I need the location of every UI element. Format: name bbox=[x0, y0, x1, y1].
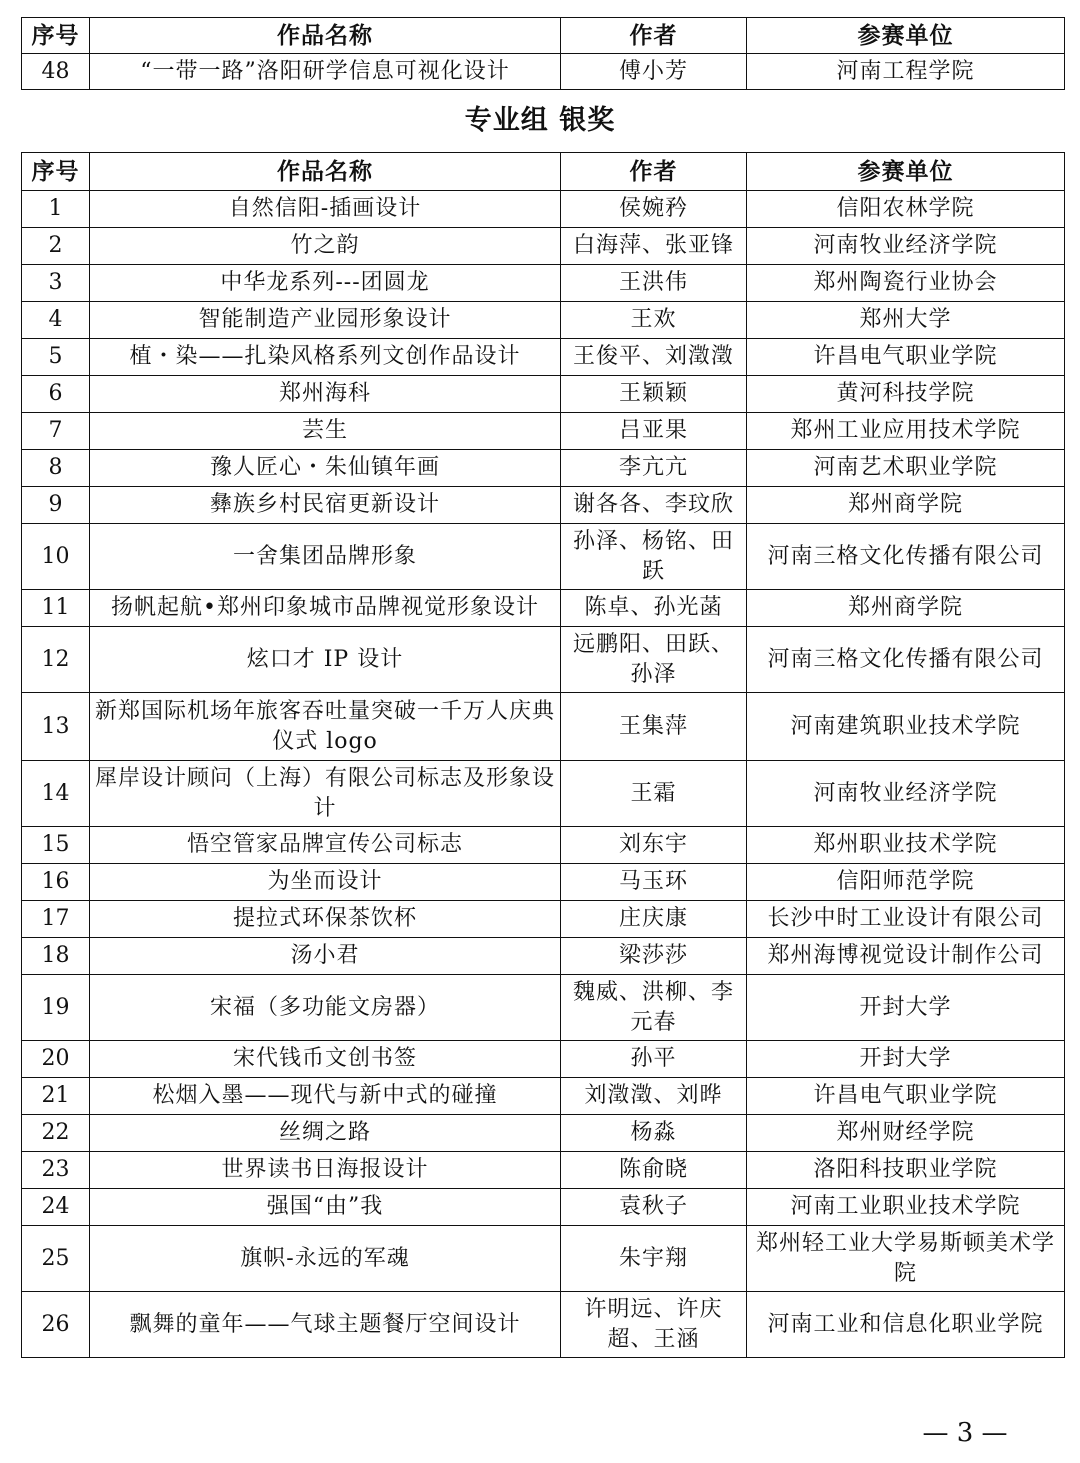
cell-author: 陈俞晓 bbox=[561, 1152, 747, 1189]
cell-author: 傅小芳 bbox=[561, 54, 747, 90]
cell-author: 孙泽、杨铭、田跃 bbox=[561, 524, 747, 590]
cell-unit: 郑州陶瓷行业协会 bbox=[747, 265, 1065, 302]
cell-author: 朱宇翔 bbox=[561, 1226, 747, 1292]
cell-title: 世界读书日海报设计 bbox=[90, 1152, 561, 1189]
table-row bbox=[22, 376, 1065, 413]
cell-unit: 长沙中时工业设计有限公司 bbox=[747, 901, 1065, 938]
cell-no: 20 bbox=[22, 1041, 90, 1078]
cell-author: 陈卓、孙光菡 bbox=[561, 590, 747, 627]
cell-title: 竹之韵 bbox=[90, 228, 561, 265]
cell-unit: 河南工程学院 bbox=[747, 54, 1065, 90]
cell-author: 马玉环 bbox=[561, 864, 747, 901]
cell-author: 谢各各、李玟欣 bbox=[561, 487, 747, 524]
table-row bbox=[22, 1189, 1065, 1226]
table-row bbox=[22, 1292, 1065, 1358]
section-title: 专业组 银奖 bbox=[464, 105, 616, 136]
cell-unit: 开封大学 bbox=[747, 1041, 1065, 1078]
cell-no: 2 bbox=[22, 228, 90, 265]
cell-unit: 许昌电气职业学院 bbox=[747, 1078, 1065, 1115]
cell-title: 芸生 bbox=[90, 413, 561, 450]
cell-no: 4 bbox=[22, 302, 90, 339]
cell-unit: 郑州商学院 bbox=[747, 590, 1065, 627]
cell-no: 22 bbox=[22, 1115, 90, 1152]
silver-award-table bbox=[21, 152, 1065, 1358]
cell-title: 一舍集团品牌形象 bbox=[90, 524, 561, 590]
cell-no: 21 bbox=[22, 1078, 90, 1115]
cell-title: 松烟入墨——现代与新中式的碰撞 bbox=[90, 1078, 561, 1115]
cell-title: 中华龙系列---团圆龙 bbox=[90, 265, 561, 302]
cell-unit: 开封大学 bbox=[747, 975, 1065, 1041]
cell-no: 9 bbox=[22, 487, 90, 524]
cell-unit: 信阳师范学院 bbox=[747, 864, 1065, 901]
header-no: 序号 bbox=[22, 153, 90, 191]
cell-author: 袁秋子 bbox=[561, 1189, 747, 1226]
cell-title: 智能制造产业园形象设计 bbox=[90, 302, 561, 339]
cell-unit: 河南工业和信息化职业学院 bbox=[747, 1292, 1065, 1358]
cell-author: 吕亚果 bbox=[561, 413, 747, 450]
cell-no: 25 bbox=[22, 1226, 90, 1292]
cell-title: 自然信阳-插画设计 bbox=[90, 191, 561, 228]
table-row bbox=[22, 1152, 1065, 1189]
cell-no: 18 bbox=[22, 938, 90, 975]
table-row bbox=[22, 1115, 1065, 1152]
cell-no: 19 bbox=[22, 975, 90, 1041]
cell-unit: 郑州海博视觉设计制作公司 bbox=[747, 938, 1065, 975]
cell-no: 14 bbox=[22, 761, 90, 827]
cell-no: 3 bbox=[22, 265, 90, 302]
table-row bbox=[22, 761, 1065, 827]
table-row bbox=[22, 450, 1065, 487]
cell-author: 白海萍、张亚锋 bbox=[561, 228, 747, 265]
cell-unit: 郑州商学院 bbox=[747, 487, 1065, 524]
header-unit: 参赛单位 bbox=[747, 18, 1065, 54]
table-row bbox=[22, 975, 1065, 1041]
table-row bbox=[22, 1226, 1065, 1292]
cell-unit: 河南牧业经济学院 bbox=[747, 761, 1065, 827]
cell-author: 侯婉矜 bbox=[561, 191, 747, 228]
header-row bbox=[22, 18, 1065, 54]
header-author: 作者 bbox=[561, 153, 747, 191]
table-row bbox=[22, 524, 1065, 590]
header-author: 作者 bbox=[561, 18, 747, 54]
cell-title: 汤小君 bbox=[90, 938, 561, 975]
page-number: — 3 — bbox=[922, 1418, 1008, 1448]
cell-unit: 郑州职业技术学院 bbox=[747, 827, 1065, 864]
cell-title: 悟空管家品牌宣传公司标志 bbox=[90, 827, 561, 864]
cell-no: 12 bbox=[22, 627, 90, 693]
cell-author: 王集萍 bbox=[561, 693, 747, 761]
cell-title: 植・染——扎染风格系列文创作品设计 bbox=[90, 339, 561, 376]
table-row bbox=[22, 901, 1065, 938]
cell-author: 魏威、洪柳、李元春 bbox=[561, 975, 747, 1041]
cell-author: 王欢 bbox=[561, 302, 747, 339]
cell-no: 48 bbox=[22, 54, 90, 90]
table-row bbox=[22, 339, 1065, 376]
header-row bbox=[22, 153, 1065, 191]
cell-unit: 洛阳科技职业学院 bbox=[747, 1152, 1065, 1189]
cell-no: 6 bbox=[22, 376, 90, 413]
header-title: 作品名称 bbox=[90, 153, 561, 191]
cell-no: 17 bbox=[22, 901, 90, 938]
cell-author: 许明远、许庆超、王涵 bbox=[561, 1292, 747, 1358]
cell-title: 飘舞的童年——气球主题餐厅空间设计 bbox=[90, 1292, 561, 1358]
cell-title: 宋福（多功能文房器） bbox=[90, 975, 561, 1041]
table-row bbox=[22, 302, 1065, 339]
cell-no: 23 bbox=[22, 1152, 90, 1189]
table-row bbox=[22, 693, 1065, 761]
cell-author: 刘东宇 bbox=[561, 827, 747, 864]
table-row bbox=[22, 191, 1065, 228]
table-row bbox=[22, 228, 1065, 265]
cell-unit: 郑州大学 bbox=[747, 302, 1065, 339]
cell-author: 王俊平、刘澂澂 bbox=[561, 339, 747, 376]
cell-unit: 河南三格文化传播有限公司 bbox=[747, 524, 1065, 590]
cell-unit: 河南牧业经济学院 bbox=[747, 228, 1065, 265]
cell-no: 15 bbox=[22, 827, 90, 864]
table-row bbox=[22, 627, 1065, 693]
cell-author: 王霜 bbox=[561, 761, 747, 827]
cell-title: 强国“由”我 bbox=[90, 1189, 561, 1226]
cell-title: 提拉式环保茶饮杯 bbox=[90, 901, 561, 938]
cell-no: 1 bbox=[22, 191, 90, 228]
cell-no: 5 bbox=[22, 339, 90, 376]
table-row bbox=[22, 265, 1065, 302]
cell-title: 旗帜-永远的军魂 bbox=[90, 1226, 561, 1292]
header-no: 序号 bbox=[22, 18, 90, 54]
header-title: 作品名称 bbox=[90, 18, 561, 54]
cell-title: 炫口才 IP 设计 bbox=[90, 627, 561, 693]
cell-author: 王颖颖 bbox=[561, 376, 747, 413]
cell-title: 扬帆起航•郑州印象城市品牌视觉形象设计 bbox=[90, 590, 561, 627]
cell-author: 刘澂澂、刘晔 bbox=[561, 1078, 747, 1115]
table-row bbox=[22, 487, 1065, 524]
cell-author: 王洪伟 bbox=[561, 265, 747, 302]
cell-no: 16 bbox=[22, 864, 90, 901]
cell-unit: 河南艺术职业学院 bbox=[747, 450, 1065, 487]
table-row bbox=[22, 864, 1065, 901]
table-row bbox=[22, 413, 1065, 450]
cell-title: 犀岸设计顾问（上海）有限公司标志及形象设计 bbox=[90, 761, 561, 827]
previous-award-table bbox=[21, 17, 1065, 90]
table-row bbox=[22, 1041, 1065, 1078]
cell-no: 10 bbox=[22, 524, 90, 590]
cell-author: 杨淼 bbox=[561, 1115, 747, 1152]
cell-author: 孙平 bbox=[561, 1041, 747, 1078]
cell-unit: 河南三格文化传播有限公司 bbox=[747, 627, 1065, 693]
cell-title: 新郑国际机场年旅客吞吐量突破一千万人庆典仪式 logo bbox=[90, 693, 561, 761]
cell-title: 丝绸之路 bbox=[90, 1115, 561, 1152]
cell-no: 26 bbox=[22, 1292, 90, 1358]
cell-no: 24 bbox=[22, 1189, 90, 1226]
cell-unit: 黄河科技学院 bbox=[747, 376, 1065, 413]
table-body bbox=[22, 191, 1065, 1358]
cell-unit: 许昌电气职业学院 bbox=[747, 339, 1065, 376]
cell-title: 豫人匠心・朱仙镇年画 bbox=[90, 450, 561, 487]
cell-no: 8 bbox=[22, 450, 90, 487]
cell-no: 13 bbox=[22, 693, 90, 761]
cell-unit: 郑州工业应用技术学院 bbox=[747, 413, 1065, 450]
cell-author: 梁莎莎 bbox=[561, 938, 747, 975]
table-row bbox=[22, 590, 1065, 627]
table-row bbox=[22, 54, 1065, 90]
cell-author: 李亢亢 bbox=[561, 450, 747, 487]
cell-title: “一带一路”洛阳研学信息可视化设计 bbox=[90, 54, 561, 90]
cell-author: 庄庆康 bbox=[561, 901, 747, 938]
cell-unit: 郑州轻工业大学易斯顿美术学院 bbox=[747, 1226, 1065, 1292]
cell-unit: 信阳农林学院 bbox=[747, 191, 1065, 228]
table-row bbox=[22, 938, 1065, 975]
cell-unit: 郑州财经学院 bbox=[747, 1115, 1065, 1152]
cell-title: 彝族乡村民宿更新设计 bbox=[90, 487, 561, 524]
cell-no: 11 bbox=[22, 590, 90, 627]
table-row bbox=[22, 1078, 1065, 1115]
cell-title: 为坐而设计 bbox=[90, 864, 561, 901]
cell-no: 7 bbox=[22, 413, 90, 450]
header-unit: 参赛单位 bbox=[747, 153, 1065, 191]
cell-title: 郑州海科 bbox=[90, 376, 561, 413]
cell-unit: 河南建筑职业技术学院 bbox=[747, 693, 1065, 761]
table-row bbox=[22, 827, 1065, 864]
cell-author: 远鹏阳、田跃、孙泽 bbox=[561, 627, 747, 693]
cell-title: 宋代钱币文创书签 bbox=[90, 1041, 561, 1078]
cell-unit: 河南工业职业技术学院 bbox=[747, 1189, 1065, 1226]
